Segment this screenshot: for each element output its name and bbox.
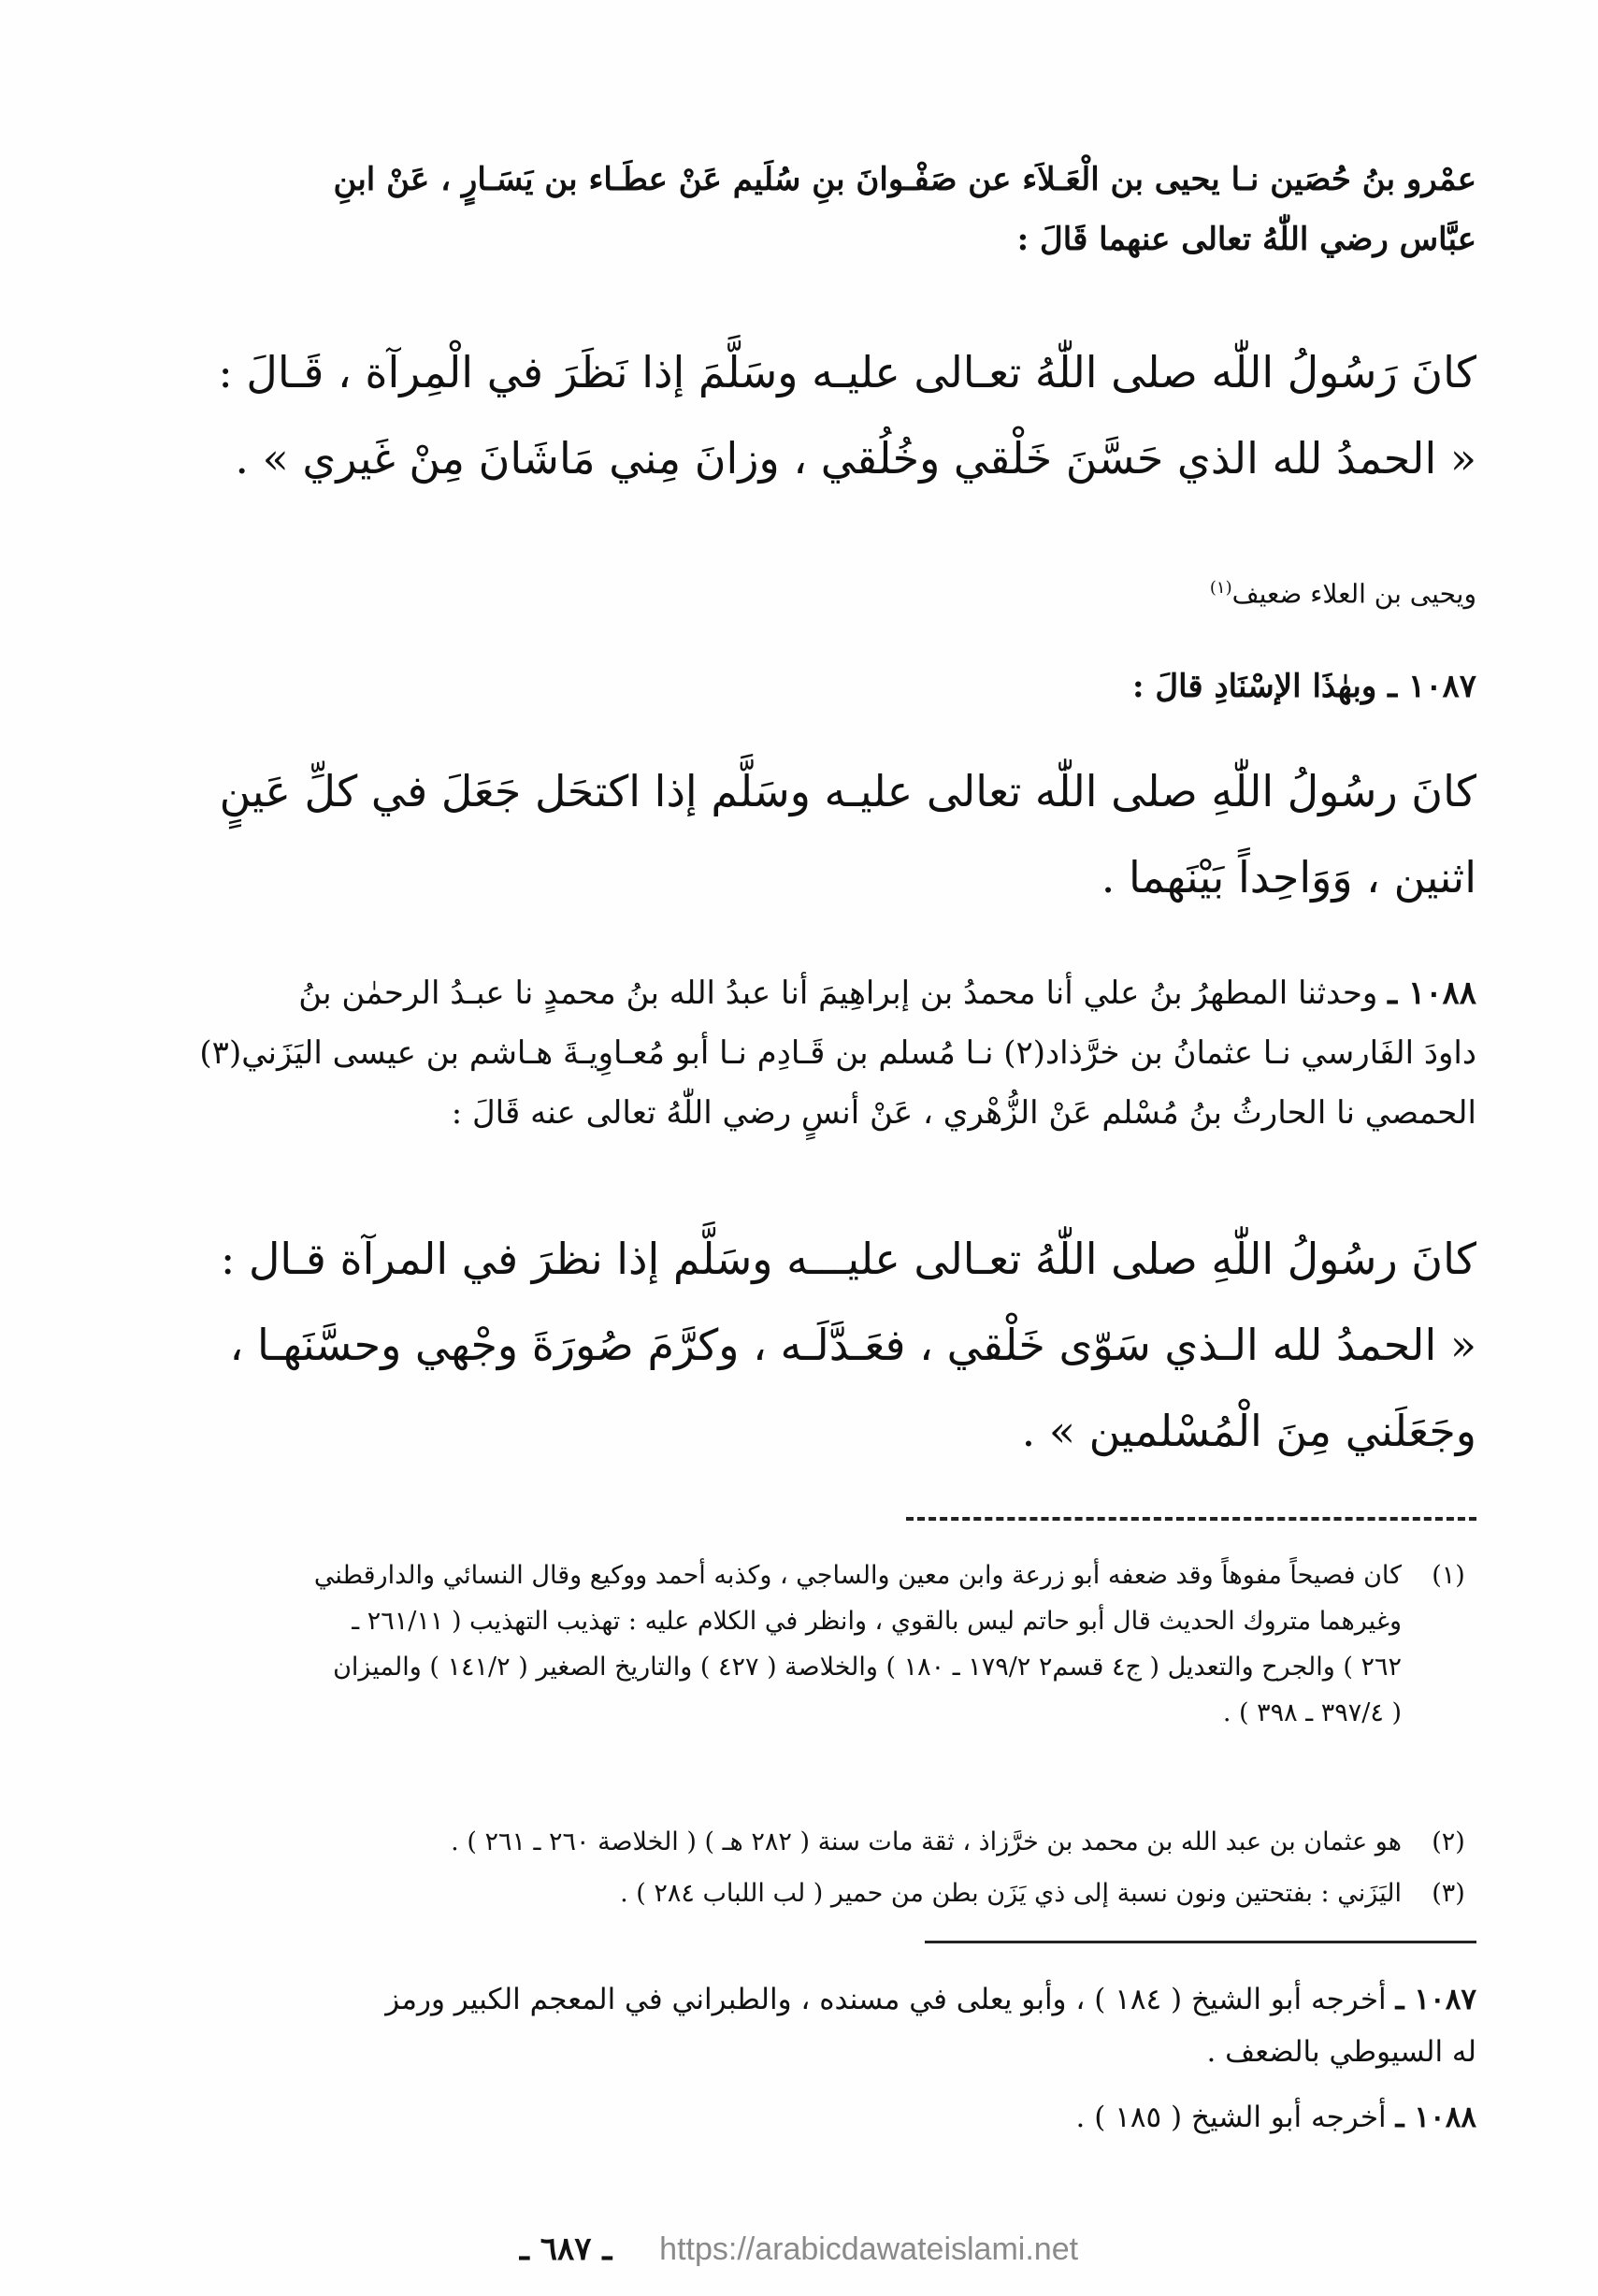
matn-line: اثنين ، وَوَاحِداً بَيْنَهما .	[1101, 852, 1476, 903]
footnote-number: (٣)	[1432, 1879, 1465, 1908]
footnote-text	[121, 1819, 1402, 1865]
takhrij-block	[121, 1973, 1476, 2144]
isnad-text: وحدثنا المطهرُ بنُ علي أنا محمدُ بن إبراهِيمَ أنا عبدُ الله بنُ محمدٍ نا عبـدُ الرحمٰن بنُ	[298, 975, 1378, 1012]
takhrij-text: أخرجه أبو الشيخ ( ١٨٥ ) .	[1075, 2101, 1387, 2134]
footnote-line: اليَزَني : بفتحتين ونون نسبة إلى ذي يَزَن بطن من حمير ( لب اللباب ٢٨٤ ) .	[620, 1879, 1402, 1908]
matn-line: « الحمدُ لله الـذي سَوّى خَلْقي ، فعَـدَّلَـه ، وكرَّمَ صُورَةَ وجْهي وحسَّنَهـا ،	[229, 1320, 1476, 1370]
remark-text: ويحيى بن العلاء ضعيف	[1231, 578, 1476, 610]
matn-line: كانَ رسُولُ اللّٰهِ صلى اللّٰه تعالى عليـه وسَلَّم إذا اكتحَل جَعَلَ في كلِّ عَينٍ	[219, 766, 1476, 816]
isnad-line: داودَ الفَارسي نـا عثمانُ بن خرَّذاد(٢) نـا مُسلم بن قَـادِم نـا أبو مُعـاوِيـةَ هـاشم بن عيسى اليَزَني(٣)	[199, 1034, 1476, 1072]
takhrij-line	[121, 2091, 1476, 2144]
footnote-number: (١)	[1432, 1561, 1465, 1590]
footnote-text	[121, 1870, 1402, 1916]
isnad-block-1	[121, 150, 1476, 269]
takhrij-line: له السيوطي بالضعف .	[1206, 2035, 1476, 2069]
footnote-ref: (١)	[1209, 578, 1232, 598]
heading-line	[121, 657, 1476, 716]
solid-separator	[925, 1941, 1476, 1943]
hadith-text-3	[121, 1216, 1476, 1474]
hadith-1088-isnad	[121, 963, 1476, 1143]
takhrij-line	[121, 1973, 1476, 2026]
page-number: ـ ٦٨٧ ـ	[519, 2231, 612, 2268]
hadith-number: ١٠٨٧ ـ	[1388, 668, 1476, 705]
footnote-line: ( ٣٩٧/٤ ـ ٣٩٨ ) .	[1222, 1698, 1402, 1727]
hadith-text-1	[121, 329, 1476, 501]
isnad-line: الحمصي نا الحارثُ بنُ مُسْلم عَنْ الزُّهْري ، عَنْ أنسٍ رضي اللّٰهُ تعالى عنه قَالَ :	[451, 1094, 1476, 1132]
footnote-1	[121, 1552, 1476, 1736]
heading-text: وبهٰذَا الإسْنَادِ قالَ :	[1131, 668, 1377, 705]
footnote-line: وغيرهما متروك الحديث قال أبو حاتم ليس بالقوي ، وانظر في الكلام عليه : تهذيب التهذيب ( ٢٦١/١١ ـ	[352, 1607, 1402, 1636]
footnote-3	[121, 1870, 1476, 1916]
isnad-line	[121, 963, 1476, 1023]
isnad-line: عمْرو بنُ حُصَين نـا يحيى بن الْعَـلاَء عن صَفْـوانَ بنِ سُلَيم عَنْ عطَـاء بن يَسَـارٍ ، عَنْ ابنِ	[333, 161, 1476, 198]
page-footer	[0, 2231, 1598, 2287]
takhrij-text: أخرجه أبو الشيخ ( ١٨٤ ) ، وأبو يعلى في مسنده ، والطبراني في المعجم الكبير ورمز	[385, 1983, 1387, 2016]
narrator-remark	[121, 566, 1476, 616]
narrator-text: عبَّاس رضي اللّٰهُ تعالى عنهما قَالَ :	[1016, 221, 1476, 258]
dashed-separator	[906, 1517, 1476, 1521]
isnad-line	[121, 209, 1476, 269]
footnote-number: (٢)	[1432, 1827, 1465, 1856]
footnote-2	[121, 1819, 1476, 1865]
hadith-number: ١٠٨٧ ـ	[1395, 1983, 1476, 2016]
matn-line: كانَ رَسُولُ اللّٰه صلى اللّٰهُ تعـالى عليـه وسَلَّمَ إذا نَظَرَ في الْمِرآة ، قَـالَ :	[218, 347, 1476, 397]
footnote-line: كان فصيحاً مفوهاً وقد ضعفه أبو زرعة وابن معين والساجي ، وكذبه أحمد ووكيع وقال النسائي والدارقطني	[313, 1561, 1402, 1590]
hadith-number: ١٠٨٨ ـ	[1395, 2101, 1476, 2134]
matn-line: وجَعَلَني مِنَ الْمُسْلمين » .	[1021, 1406, 1476, 1456]
watermark-url: https://arabicdawateislami.net	[659, 2231, 1079, 2267]
hadith-1087-heading	[121, 657, 1476, 716]
matn-line: كانَ رسُولُ اللّٰهِ صلى اللّٰهُ تعـالى عليـــه وسَلَّم إذا نظرَ في المرآة قـال :	[220, 1234, 1476, 1284]
hadith-number: ١٠٨٨ ـ	[1388, 975, 1476, 1012]
footnote-line: هو عثمان بن عبد الله بن محمد بن خرَّزاذ ، ثقة مات سنة ( ٢٨٢ هـ ) ( الخلاصة ٢٦٠ ـ ٢٦١ ) .	[451, 1827, 1402, 1856]
footnote-text	[121, 1552, 1402, 1736]
matn-line: « الحمدُ لله الذي حَسَّنَ خَلْقي وخُلُقي ، وزانَ مِني مَاشَانَ مِنْ غَيري » .	[235, 433, 1476, 484]
hadith-text-2	[121, 748, 1476, 920]
footnote-line: ٢٦٢ ) والجرح والتعديل ( ج٤ قسم٢ ١٧٩/٢ ـ ١٨٠ ) والخلاصة ( ٤٢٧ ) والتاريخ الصغير ( ١٤١/٢ ) والميزان	[333, 1653, 1402, 1682]
